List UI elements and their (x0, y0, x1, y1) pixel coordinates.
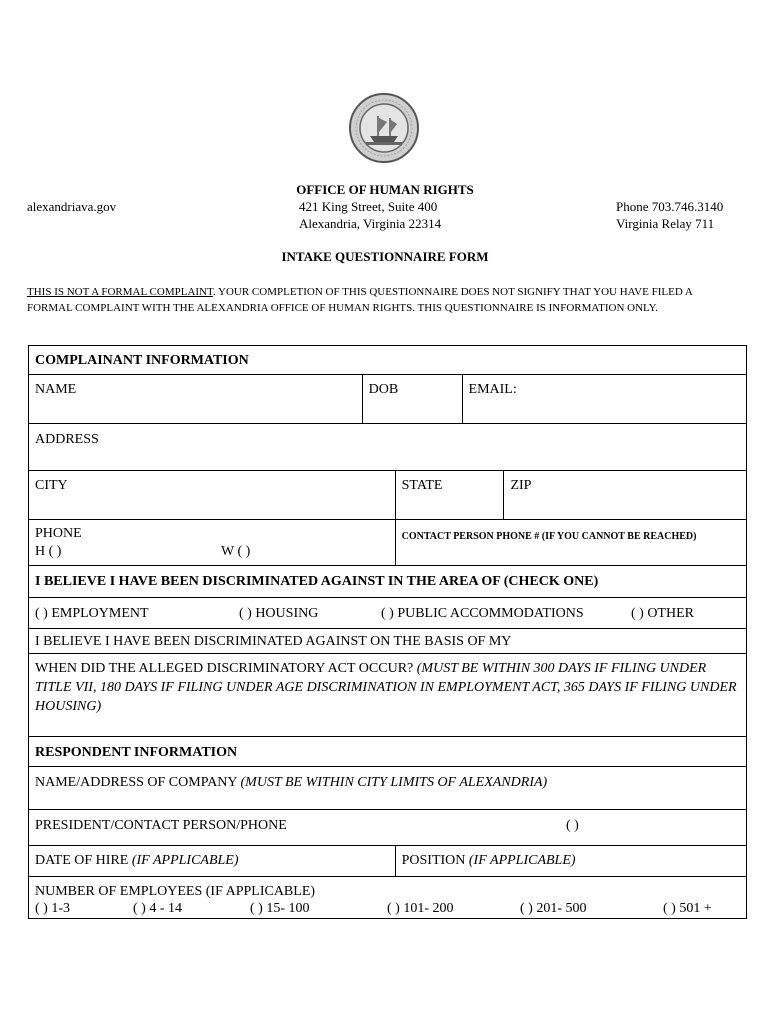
address-line-1: 421 King Street, Suite 400 (299, 199, 438, 214)
state-field[interactable]: STATE (395, 471, 504, 520)
contact-phone[interactable]: ( ) (566, 818, 579, 833)
complainant-heading: COMPLAINANT INFORMATION (29, 346, 747, 375)
when-field[interactable]: WHEN DID THE ALLEGED DISCRIMINATORY ACT OCCUR? (MUST BE WITHIN 300 DAYS IF FILING UNDER TITLE VII, 180 DAYS IF FILING UNDER AGE DISCRIMINATION IN EMPLOYMENT ACT, 365 DAYS IF FILING UNDER HOUSING) (29, 654, 747, 737)
employees-field (29, 877, 747, 919)
employees-201-500[interactable]: ( ) 201- 500 (520, 901, 587, 916)
contact-person-field[interactable]: CONTACT PERSON PHONE # (IF YOU CANNOT BE REACHED) (395, 520, 746, 566)
area-heading: I BELIEVE I HAVE BEEN DISCRIMINATED AGAINST IN THE AREA OF (CHECK ONE) (29, 566, 747, 598)
home-phone[interactable]: H ( ) (35, 544, 62, 559)
name-field[interactable]: NAME (29, 375, 363, 424)
option-public-accommodations[interactable]: ( ) PUBLIC ACCOMMODATIONS (381, 606, 584, 621)
phone-label: PHONE (35, 526, 82, 541)
notice-text: . YOUR COMPLETION OF THIS QUESTIONNAIRE DOES NOT SIGNIFY THAT YOU HAVE FILED A FORMAL COMPLAINT WITH THE ALEXANDRIA OFFICE OF HUMAN RIGHTS. THIS QUESTIONNAIRE IS INFORMATION ONLY. (27, 286, 693, 314)
city-field[interactable]: CITY (29, 471, 396, 520)
dob-field[interactable]: DOB (362, 375, 462, 424)
address-line-2: Alexandria, Virginia 22314 (299, 216, 442, 231)
company-field[interactable]: NAME/ADDRESS OF COMPANY (MUST BE WITHIN CITY LIMITS OF ALEXANDRIA) (29, 767, 747, 810)
intake-form-table (28, 345, 747, 919)
office-title: OFFICE OF HUMAN RIGHTS (296, 182, 474, 197)
date-of-hire-field[interactable]: DATE OF HIRE (IF APPLICABLE) (29, 846, 396, 877)
employees-label: NUMBER OF EMPLOYEES (IF APPLICABLE) (35, 884, 316, 899)
option-housing[interactable]: ( ) HOUSING (239, 606, 319, 621)
form-title: INTAKE QUESTIONNAIRE FORM (281, 249, 489, 264)
option-other[interactable]: ( ) OTHER (631, 606, 694, 621)
virginia-relay: Virginia Relay 711 (616, 216, 715, 231)
address-field[interactable]: ADDRESS (29, 424, 747, 471)
zip-field[interactable]: ZIP (504, 471, 747, 520)
employees-4-14[interactable]: ( ) 4 - 14 (133, 901, 182, 916)
employees-101-200[interactable]: ( ) 101- 200 (387, 901, 454, 916)
employees-501-plus[interactable]: ( ) 501 + (663, 901, 712, 916)
contact-field[interactable]: PRESIDENT/CONTACT PERSON/PHONE ( ) (29, 810, 747, 846)
notice-underlined: THIS IS NOT A FORMAL COMPLAINT (27, 286, 213, 298)
position-field[interactable]: POSITION (IF APPLICABLE) (395, 846, 746, 877)
employees-1-3[interactable]: ( ) 1-3 (35, 901, 70, 916)
area-options (29, 598, 747, 629)
phone-field[interactable] (29, 520, 396, 566)
office-phone: Phone 703.746.3140 (616, 199, 724, 214)
basis-field[interactable]: I BELIEVE I HAVE BEEN DISCRIMINATED AGAINST ON THE BASIS OF MY (29, 629, 747, 654)
city-seal-icon (348, 92, 420, 164)
disclaimer-notice (27, 284, 727, 316)
respondent-heading: RESPONDENT INFORMATION (29, 737, 747, 767)
work-phone[interactable]: W ( ) (221, 544, 251, 559)
website-link[interactable]: alexandriava.gov (27, 199, 117, 214)
email-field[interactable]: EMAIL: (462, 375, 746, 424)
option-employment[interactable]: ( ) EMPLOYMENT (35, 606, 149, 621)
employees-15-100[interactable]: ( ) 15- 100 (250, 901, 310, 916)
